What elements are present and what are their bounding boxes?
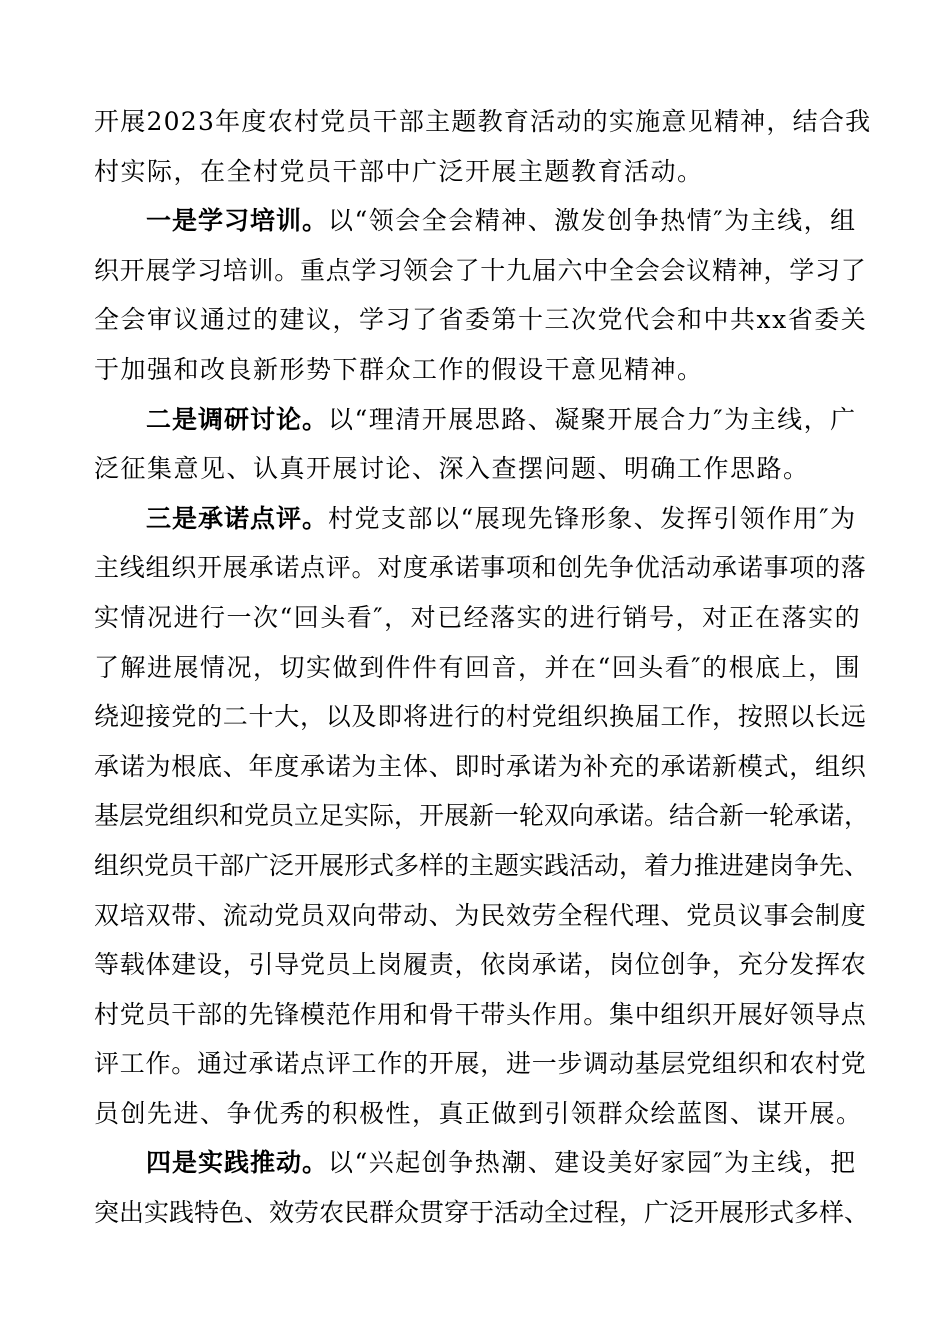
- paragraph-intro-continuation: [94, 97, 870, 196]
- text-line: 双培双带、流动党员双向带动、为民效劳全程代理、党员议事会制度: [94, 900, 867, 930]
- text-line: 村党员干部的先锋模范作用和骨干带头作用。集中组织开展好领导点: [94, 999, 867, 1029]
- text-line: 组织党员干部广泛开展形式多样的主题实践活动，着力推进建岗争先、: [94, 850, 870, 880]
- text-line: [94, 494, 870, 544]
- text-line: [94, 395, 870, 445]
- text-line: 绕迎接党的二十大，以及即将进行的村党组织换届工作，按照以长远: [94, 702, 867, 732]
- text-line: 评工作。通过承诺点评工作的开展，进一步调动基层党组织和农村党: [94, 1049, 867, 1079]
- document-page: [94, 97, 870, 1238]
- text-line: 实情况进行一次“回头看″，对已经落实的进行销号，对正在落实的: [94, 602, 862, 632]
- text-line: 基层党组织和党员立足实际，开展新一轮双向承诺。结合新一轮承诺，: [94, 801, 870, 831]
- paragraph-lead-heading: 三是承诺点评。: [146, 503, 329, 533]
- paragraph-lead-heading: 四是实践推动。: [146, 1148, 329, 1178]
- text-line: 于加强和改良新形势下群众工作的假设干意见精神。: [94, 354, 704, 384]
- text-segment: 以“领会全会精神、激发创争热情″为主线，组: [328, 206, 857, 236]
- paragraph-lead-heading: 二是调研讨论。: [146, 404, 329, 434]
- text-line: 主线组织开展承诺点评。对度承诺事项和创先争优活动承诺事项的落: [94, 553, 867, 583]
- text-line: 织开展学习培训。重点学习领会了十九届六中全会会议精神，学习了: [94, 255, 867, 285]
- text-segment: 以“理清开展思路、凝聚开展合力″为主线，广: [328, 404, 857, 434]
- text-line: 等载体建设，引导党员上岗履责，依岗承诺，岗位创争，充分发挥农: [94, 950, 867, 980]
- text-line: 开展2023年度农村党员干部主题教育活动的实施意见精神，结合我: [94, 107, 872, 136]
- paragraph-practice-promotion: [94, 1138, 870, 1237]
- text-line: [94, 196, 870, 246]
- text-line: 员创先进、争优秀的积极性，真正做到引领群众绘蓝图、谋开展。: [94, 1098, 863, 1128]
- paragraph-study-training: [94, 196, 870, 394]
- text-line: 突出实践特色、效劳农民群众贯穿于活动全过程，广泛开展形式多样、: [94, 1198, 870, 1228]
- paragraph-lead-heading: 一是学习培训。: [146, 206, 329, 236]
- text-line: 了解进展情况，切实做到件件有回音，并在“回头看″的根底上，围: [94, 652, 862, 682]
- text-line: 全会审议通过的建议，学习了省委第十三次党代会和中共xx省委关: [94, 305, 868, 335]
- paragraph-research-discussion: [94, 395, 870, 494]
- text-line: 承诺为根底、年度承诺为主体、即时承诺为补充的承诺新模式，组织: [94, 751, 867, 781]
- paragraph-commitment-review: [94, 494, 870, 1139]
- text-line: [94, 1138, 870, 1188]
- text-segment: 村党支部以“展现先锋形象、发挥引领作用″为: [328, 503, 857, 533]
- text-line: 村实际，在全村党员干部中广泛开展主题教育活动。: [94, 156, 704, 186]
- text-line: 泛征集意见、认真开展讨论、深入查摆问题、明确工作思路。: [94, 454, 810, 484]
- text-segment: 以“兴起创争热潮、建设美好家园″为主线，把: [328, 1148, 857, 1178]
